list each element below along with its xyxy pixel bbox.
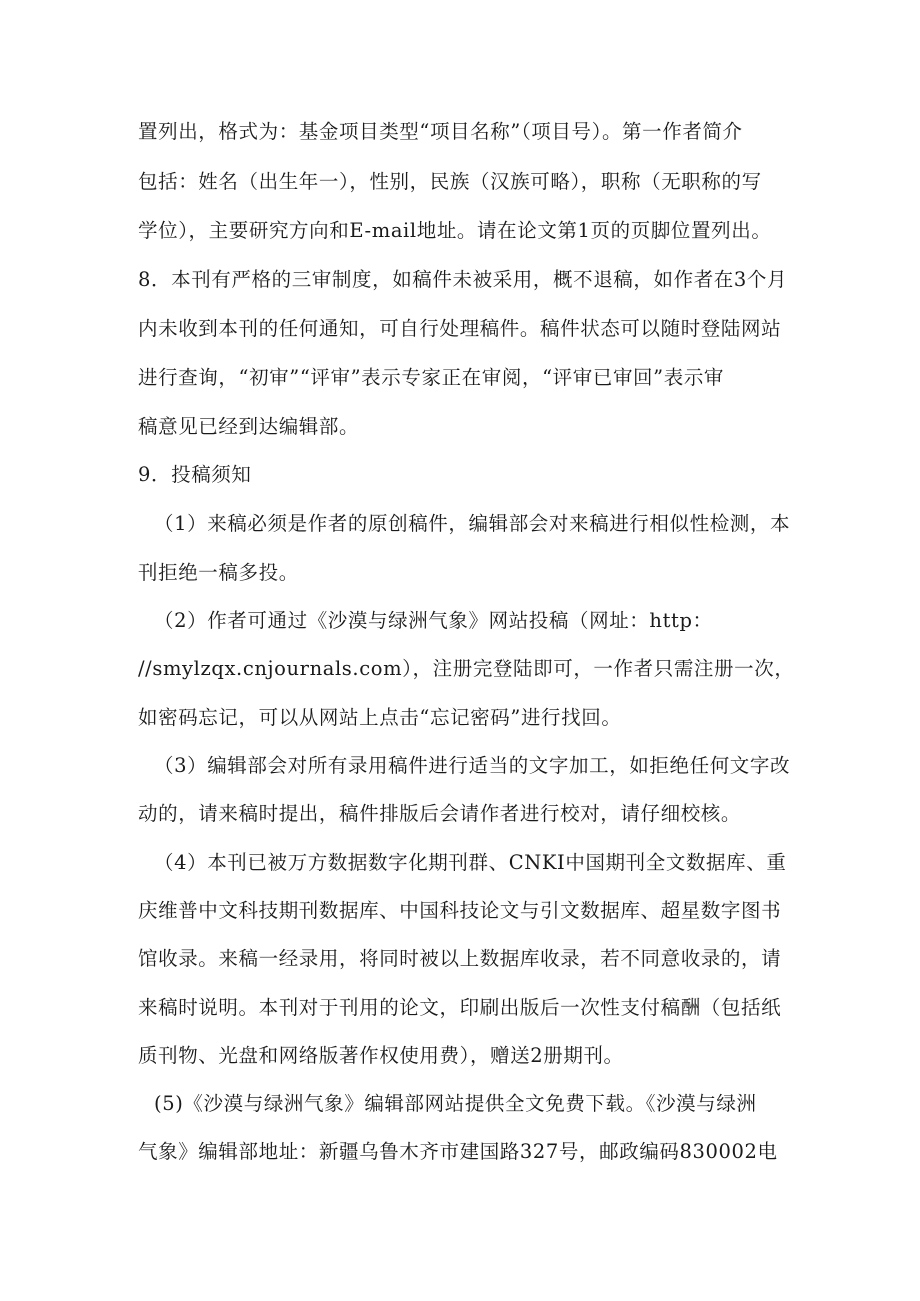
text-line: 来稿时说明。本刊对于刊用的论文，印刷出版后一次性支付稿酬（包括纸 xyxy=(138,996,782,1019)
text-line: 内未收到本刊的任何通知，可自行处理稿件。稿件状态可以随时登陆网站 xyxy=(138,317,782,340)
text-line: 庆维普中文科技期刊数据库、中国科技论文与引文数据库、超星数字图书 xyxy=(138,899,782,922)
text-line: 刊拒绝一稿多投。 xyxy=(138,561,299,584)
text-line: （4）本刊已被万方数据数字化期刊群、CNKI中国期刊全文数据库、重 xyxy=(154,851,787,874)
text-line: 包括：姓名（出生年一），性别，民族（汉族可略），职称（无职称的写 xyxy=(138,170,762,193)
text-line: (5)《沙漠与绿洲气象》编辑部网站提供全文免费下载。《沙漠与绿洲 xyxy=(154,1092,757,1115)
text-line: （2）作者可通过《沙漠与绿洲气象》网站投稿（网址：http： xyxy=(154,609,713,632)
text-line: 进行查询，“初审”“评审”表示专家正在审阅，“评审已审回”表示审 xyxy=(138,366,725,389)
text-line: 稿意见已经到达编辑部。 xyxy=(138,415,360,438)
section-heading: 9．投稿须知 xyxy=(138,463,252,486)
text-line: 气象》编辑部地址：新疆乌鲁木齐市建国路327号，邮政编码830002电 xyxy=(138,1140,778,1163)
text-line: 置列出，格式为：基金项目类型“项目名称”（项目号）。第一作者简介 xyxy=(138,120,743,143)
text-line: 学位），主要研究方向和E-mail地址。请在论文第1页的页脚位置列出。 xyxy=(138,219,772,242)
text-line: 馆收录。来稿一经录用，将同时被以上数据库收录，若不同意收录的，请 xyxy=(138,947,782,970)
text-line: //smylzqx.cnjournals.com），注册完登陆即可，一作者只需注册一次， xyxy=(138,657,795,680)
text-line: 质刊物、光盘和网络版著作权使用费），赠送2册期刊。 xyxy=(138,1044,624,1067)
text-line: 如密码忘记，可以从网站上点击“忘记密码”进行找回。 xyxy=(138,706,622,729)
text-line: 8．本刊有严格的三审制度，如稿件未被采用，概不退稿，如作者在3个月 xyxy=(138,268,788,291)
text-line: 动的，请来稿时提出，稿件排版后会请作者进行校对，请仔细校核。 xyxy=(138,802,742,825)
text-line: （3）编辑部会对所有录用稿件进行适当的文字加工，如拒绝任何文字改 xyxy=(154,754,791,777)
text-line: （1）来稿必须是作者的原创稿件，编辑部会对来稿进行相似性检测，本 xyxy=(154,512,791,535)
